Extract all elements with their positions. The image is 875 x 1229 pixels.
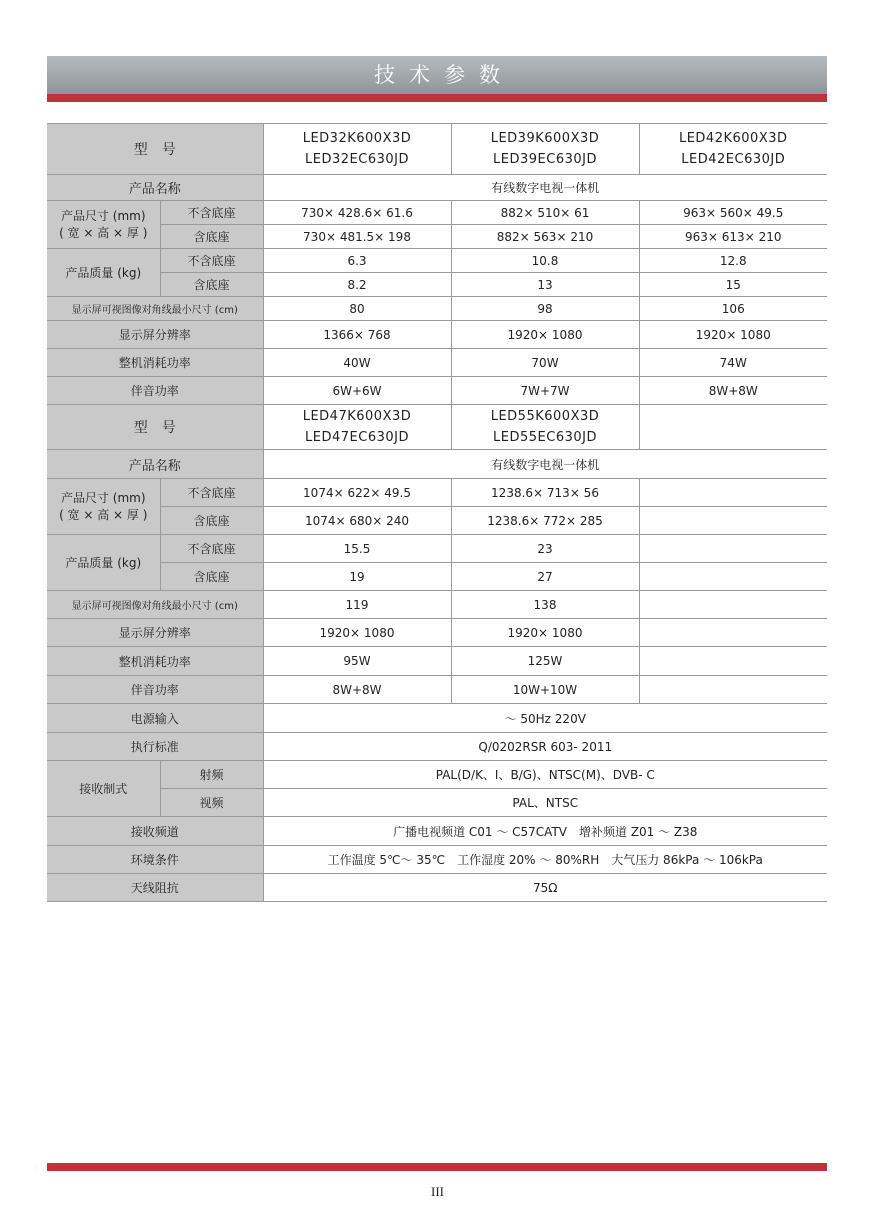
no-stand-label: 不含底座 xyxy=(160,201,263,225)
table-cell: 730× 481.5× 198 xyxy=(263,225,451,249)
table-cell: 15 xyxy=(639,273,827,297)
table-cell: 1920× 1080 xyxy=(451,619,639,647)
diagonal-label: 显示屏可视图像对角线最小尺寸 (cm) xyxy=(47,591,263,619)
no-stand-label: 不含底座 xyxy=(160,479,263,507)
model-line1: LED32K600X3D xyxy=(302,131,412,146)
table-row xyxy=(47,704,827,733)
table-cell: 70W xyxy=(451,349,639,377)
table-cell: 1238.6× 772× 285 xyxy=(451,507,639,535)
table-row xyxy=(47,225,827,249)
model-line2: LED42EC630JD xyxy=(681,152,786,167)
table-row xyxy=(47,124,827,175)
table-row xyxy=(47,175,827,201)
product-name-value: 有线数字电视一体机 xyxy=(263,450,827,479)
table-row xyxy=(47,321,827,349)
model-line1: LED55K600X3D xyxy=(490,409,600,424)
model-label: 型 号 xyxy=(47,124,263,175)
video-label: 视频 xyxy=(160,789,263,817)
table-row xyxy=(47,201,827,225)
environment-value: 工作温度 5℃～ 35℃ 工作湿度 20% ～ 80%RH 大气压力 86kPa ～ 106kPa xyxy=(263,846,827,874)
table-cell: 125W xyxy=(451,647,639,676)
table-cell: 8W+8W xyxy=(639,377,827,405)
standard-value: Q/0202RSR 603- 2011 xyxy=(263,733,827,761)
model-cell xyxy=(639,124,827,175)
empty-cell xyxy=(639,405,827,450)
model-cell xyxy=(451,124,639,175)
table-cell: 8.2 xyxy=(263,273,451,297)
weight-label: 产品质量 (kg) xyxy=(47,535,160,591)
table-cell: 7W+7W xyxy=(451,377,639,405)
resolution-label: 显示屏分辨率 xyxy=(47,619,263,647)
table-cell: 1074× 622× 49.5 xyxy=(263,479,451,507)
table-cell: 40W xyxy=(263,349,451,377)
with-stand-label: 含底座 xyxy=(160,563,263,591)
empty-cell xyxy=(639,535,827,563)
table-cell: 138 xyxy=(451,591,639,619)
model-cell xyxy=(263,405,451,450)
table-cell: 119 xyxy=(263,591,451,619)
model-line1: LED47K600X3D xyxy=(302,409,412,424)
product-name-label: 产品名称 xyxy=(47,175,263,201)
table-row xyxy=(47,789,827,817)
table-row xyxy=(47,591,827,619)
empty-cell xyxy=(639,507,827,535)
table-row xyxy=(47,817,827,846)
page-title: 技术参数 xyxy=(374,63,514,87)
size-label xyxy=(47,201,160,249)
model-cell xyxy=(451,405,639,450)
table-row xyxy=(47,249,827,273)
size-label-line1: 产品尺寸 (mm) xyxy=(60,490,146,505)
footer-red-bar xyxy=(47,1163,827,1171)
table-cell: 95W xyxy=(263,647,451,676)
table-cell: 13 xyxy=(451,273,639,297)
weight-label: 产品质量 (kg) xyxy=(47,249,160,297)
size-label-line2: ( 宽 × 高 × 厚 ) xyxy=(59,507,148,522)
video-value: PAL、NTSC xyxy=(263,789,827,817)
table-row xyxy=(47,846,827,874)
table-row xyxy=(47,535,827,563)
table-row xyxy=(47,297,827,321)
table-cell: 730× 428.6× 61.6 xyxy=(263,201,451,225)
table-row xyxy=(47,761,827,789)
table-row xyxy=(47,619,827,647)
table-row xyxy=(47,479,827,507)
no-stand-label: 不含底座 xyxy=(160,535,263,563)
diagonal-label: 显示屏可视图像对角线最小尺寸 (cm) xyxy=(47,297,263,321)
no-stand-label: 不含底座 xyxy=(160,249,263,273)
empty-cell xyxy=(639,619,827,647)
table-cell: 882× 563× 210 xyxy=(451,225,639,249)
model-line2: LED39EC630JD xyxy=(493,152,597,167)
table-cell: 12.8 xyxy=(639,249,827,273)
table-row xyxy=(47,733,827,761)
with-stand-label: 含底座 xyxy=(160,273,263,297)
product-name-label: 产品名称 xyxy=(47,450,263,479)
spec-table xyxy=(47,123,827,902)
model-label: 型 号 xyxy=(47,405,263,450)
table-row xyxy=(47,405,827,450)
empty-cell xyxy=(639,479,827,507)
model-line1: LED42K600X3D xyxy=(678,131,788,146)
table-cell: 1074× 680× 240 xyxy=(263,507,451,535)
table-cell: 19 xyxy=(263,563,451,591)
table-cell: 1238.6× 713× 56 xyxy=(451,479,639,507)
table-cell: 1920× 1080 xyxy=(451,321,639,349)
table-cell: 1920× 1080 xyxy=(639,321,827,349)
table-cell: 6.3 xyxy=(263,249,451,273)
size-label-line2: ( 宽 × 高 × 厚 ) xyxy=(59,225,148,240)
model-line2: LED55EC630JD xyxy=(493,430,597,445)
standard-label: 执行标准 xyxy=(47,733,263,761)
size-label-line1: 产品尺寸 (mm) xyxy=(60,208,146,223)
empty-cell xyxy=(639,591,827,619)
table-row xyxy=(47,647,827,676)
header-red-bar xyxy=(47,94,827,102)
table-cell: 963× 613× 210 xyxy=(639,225,827,249)
table-cell: 6W+6W xyxy=(263,377,451,405)
table-cell: 10W+10W xyxy=(451,676,639,704)
table-cell: 10.8 xyxy=(451,249,639,273)
table-cell: 963× 560× 49.5 xyxy=(639,201,827,225)
receive-system-label: 接收制式 xyxy=(47,761,160,817)
table-cell: 8W+8W xyxy=(263,676,451,704)
model-cell xyxy=(263,124,451,175)
table-cell: 15.5 xyxy=(263,535,451,563)
channels-label: 接收频道 xyxy=(47,817,263,846)
power-label: 整机消耗功率 xyxy=(47,349,263,377)
model-line1: LED39K600X3D xyxy=(490,131,600,146)
model-line2: LED32EC630JD xyxy=(305,152,409,167)
table-cell: 98 xyxy=(451,297,639,321)
antenna-label: 天线阻抗 xyxy=(47,874,263,902)
channels-value: 广播电视频道 C01 ～ C57CATV 增补频道 Z01 ～ Z38 xyxy=(263,817,827,846)
table-cell: 882× 510× 61 xyxy=(451,201,639,225)
model-line2: LED47EC630JD xyxy=(305,430,409,445)
rf-label: 射频 xyxy=(160,761,263,789)
empty-cell xyxy=(639,676,827,704)
header-banner xyxy=(47,56,827,94)
table-row xyxy=(47,377,827,405)
environment-label: 环境条件 xyxy=(47,846,263,874)
table-cell: 80 xyxy=(263,297,451,321)
table-row xyxy=(47,450,827,479)
power-input-value: ～ 50Hz 220V xyxy=(263,704,827,733)
table-cell: 27 xyxy=(451,563,639,591)
power-label: 整机消耗功率 xyxy=(47,647,263,676)
audio-label: 伴音功率 xyxy=(47,676,263,704)
table-cell: 1366× 768 xyxy=(263,321,451,349)
table-row xyxy=(47,273,827,297)
table-row xyxy=(47,507,827,535)
audio-label: 伴音功率 xyxy=(47,377,263,405)
table-row xyxy=(47,874,827,902)
rf-value: PAL(D/K、I、B/G)、NTSC(M)、DVB- C xyxy=(263,761,827,789)
with-stand-label: 含底座 xyxy=(160,225,263,249)
table-row xyxy=(47,676,827,704)
size-label xyxy=(47,479,160,535)
table-row xyxy=(47,349,827,377)
table-cell: 106 xyxy=(639,297,827,321)
table-cell: 1920× 1080 xyxy=(263,619,451,647)
product-name-value: 有线数字电视一体机 xyxy=(263,175,827,201)
with-stand-label: 含底座 xyxy=(160,507,263,535)
antenna-value: 75Ω xyxy=(263,874,827,902)
table-cell: 74W xyxy=(639,349,827,377)
empty-cell xyxy=(639,647,827,676)
page-number: III xyxy=(431,1184,444,1199)
empty-cell xyxy=(639,563,827,591)
power-input-label: 电源输入 xyxy=(47,704,263,733)
table-row xyxy=(47,563,827,591)
resolution-label: 显示屏分辨率 xyxy=(47,321,263,349)
table-cell: 23 xyxy=(451,535,639,563)
